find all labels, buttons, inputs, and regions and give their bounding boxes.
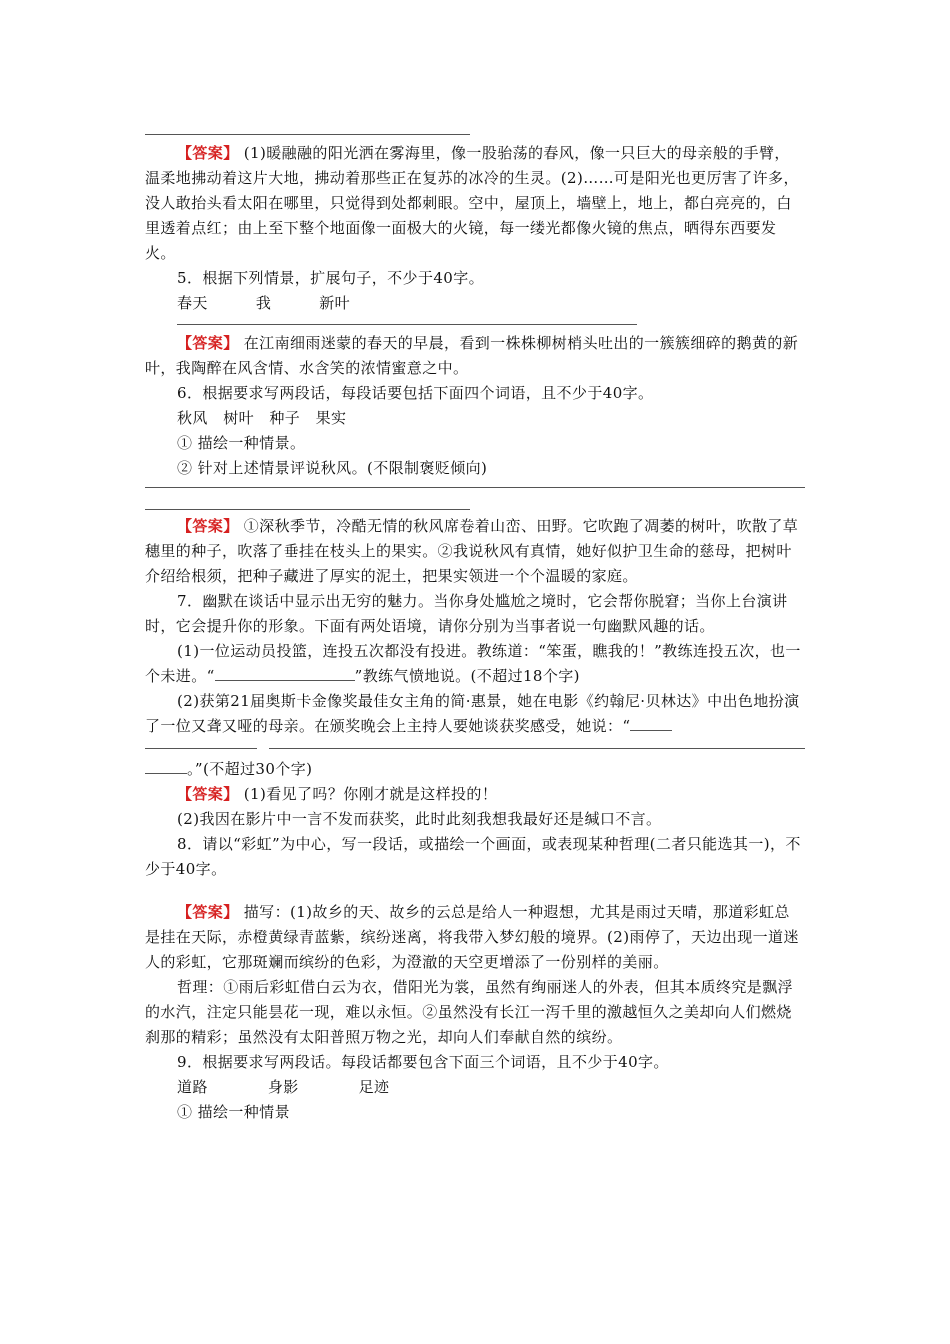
- fill-blank[interactable]: [630, 716, 672, 731]
- answer-6: 【答案】 ①深秋季节，冷酷无情的秋风席卷着山峦、田野。它吹跑了凋萎的树叶，吹散了草穗里的种子，吹落了垂挂在枝头上的果实。②我说秋风有真情，她好似护卫生命的慈母，把树叶介绍给根须，把种子藏进了厚实的泥土，把果实领进一个个温暖的家庭。: [145, 517, 799, 585]
- question-5-prompt: 5．根据下列情景，扩展句子，不少于40字。: [177, 269, 485, 287]
- answer-tag: 【答案】: [177, 144, 239, 162]
- answer-7-1: 【答案】 (1)看见了吗？你刚才就是这样投的！: [177, 785, 498, 803]
- question-7-prompt: 7．幽默在谈话中显示出无穷的魅力。当你身处尴尬之境时，它会帮你脱窘；当你上台演讲时，它会提升你的形象。下面有两处语境，请你分别为当事者说一句幽默风趣的话。: [145, 592, 788, 635]
- question-6-prompt: 6．根据要求写两段话，每段话要包括下面四个词语，且不少于40字。: [177, 384, 654, 402]
- question-6-requirement-2: ② 针对上述情景评说秋风。(不限制褒贬倾向): [177, 459, 488, 477]
- answer-blank-line: [145, 739, 805, 757]
- answer-tag: 【答案】: [177, 903, 239, 921]
- question-9-prompt: 9．根据要求写两段话。每段话都要包含下面三个词语，且不少于40字。: [177, 1053, 669, 1071]
- answer-tag: 【答案】: [177, 517, 239, 535]
- answer-blank-line: [145, 487, 805, 488]
- question-7-part-2-end: 。”(不超过30个字): [145, 757, 805, 782]
- answer-blank-line: [177, 324, 637, 325]
- question-7-part-2: (2)获第21届奥斯卡金像奖最佳女主角的简·惠景，她在电影《约翰尼·贝林达》中出色地扮演了一位又聋又哑的母亲。在颁奖晚会上主持人要她谈获奖感受，她说：“: [145, 692, 800, 735]
- question-7-part-1: (1)一位运动员投篮，连投五次都没有投进。教练道：“笨蛋，瞧我的！”教练连投五次，也一个未进。“ ”教练气愤地说。(不超过18个字): [145, 642, 801, 685]
- fill-blank[interactable]: [145, 759, 187, 774]
- answer-5: 【答案】 在江南细雨迷蒙的春天的早晨，看到一株株柳树梢头吐出的一簇簇细碎的鹅黄的新叶，我陶醉在风含情、水含笑的浓情蜜意之中。: [145, 334, 799, 377]
- question-9-requirement-1: ① 描绘一种情景: [177, 1103, 290, 1121]
- question-8-prompt: 8．请以“彩虹”为中心，写一段话，或描绘一个画面，或表现某种哲理(二者只能选其一)，不少于40字。: [145, 835, 801, 878]
- question-5-words: 春天 我 新叶: [177, 294, 351, 312]
- question-6-requirement-1: ① 描绘一种情景。: [177, 434, 306, 452]
- answer-8-description: 【答案】 描写：(1)故乡的天、故乡的云总是给人一种遐想，尤其是雨过天晴，那道彩虹总是挂在天际，赤橙黄绿青蓝紫，缤纷迷离，将我带入梦幻般的境界。(2)雨停了，天边出现一道迷人的彩虹，它那斑斓而缤纷的色彩，为澄澈的天空更增添了一份别样的美丽。: [145, 903, 799, 971]
- document-content: [145, 134, 805, 1125]
- question-9-words: 道路 身影 足迹: [177, 1078, 390, 1096]
- answer-tag: 【答案】: [177, 334, 239, 352]
- fill-blank[interactable]: [215, 666, 355, 681]
- answer-7-2: (2)我因在影片中一言不发而获奖，此时此刻我想我最好还是缄口不言。: [177, 810, 662, 828]
- answer-tag: 【答案】: [177, 785, 239, 803]
- answer-8-philosophy: 哲理：①雨后彩虹借白云为衣，借阳光为裳，虽然有绚丽迷人的外表，但其本质终究是飘浮的水汽，注定只能昙花一现，难以永恒。②虽然没有长江一泻千里的激越恒久之美却向人们燃烧刹那的精彩；虽然没有太阳普照万物之光，却向人们奉献自然的缤纷。: [145, 978, 794, 1046]
- answer-blank-line: [145, 509, 470, 510]
- question-6-words: 秋风 树叶 种子 果实: [177, 409, 347, 427]
- answer-blank-line: [145, 134, 470, 135]
- answer-4: 【答案】 (1)暖融融的阳光洒在雾海里，像一股骀荡的春风，像一只巨大的母亲般的手臂，温柔地拂动着这片大地，拂动着那些正在复苏的冰冷的生灵。(2)……可是阳光也更厉害了许多，没人敢抬头看太阳在哪里，只觉得到处都刺眼。空中，屋顶上，墙壁上，地上，都白亮亮的，白里透着点红；由上至下整个地面像一面极大的火镜，每一缕光都像火镜的焦点，晒得东西要发火。: [145, 144, 799, 262]
